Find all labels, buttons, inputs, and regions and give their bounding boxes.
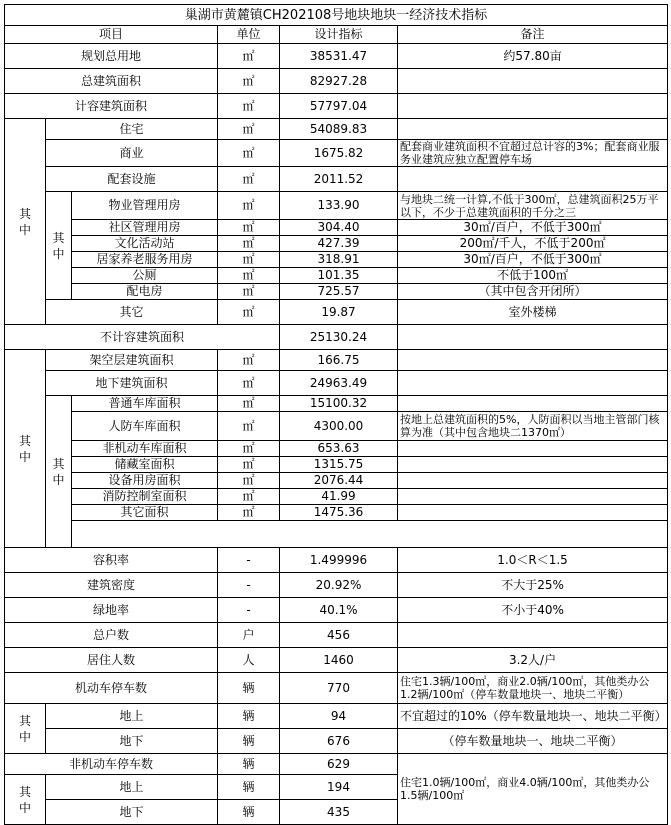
row-note: 与地块二统一计算,不低于300㎡，总建筑面积25万平以下，不少于总建筑面积的千分之三 xyxy=(398,192,668,220)
row-label: 地下 xyxy=(46,729,218,754)
header-row xyxy=(5,26,668,44)
row-unit: ㎡ xyxy=(218,268,280,284)
row-value: 24963.49 xyxy=(280,371,398,396)
row-label: 储藏室面积 xyxy=(72,457,218,473)
row-value: 82927.28 xyxy=(280,69,398,94)
row-label: 文化活动站 xyxy=(72,236,218,252)
row-value: 318.91 xyxy=(280,252,398,268)
row-unit: 辆 xyxy=(218,775,280,800)
row-value: 676 xyxy=(280,729,398,754)
row-label: 消防控制室面积 xyxy=(72,489,218,505)
table-row xyxy=(5,252,668,268)
row-unit: - xyxy=(218,598,280,623)
group-label-qizhong: 其中 xyxy=(5,119,46,325)
row-unit: - xyxy=(218,573,280,598)
group-label-qizhong: 其中 xyxy=(5,350,46,548)
row-value: 653.63 xyxy=(280,441,398,457)
table-row xyxy=(5,457,668,473)
table-row xyxy=(5,396,668,412)
row-unit: ㎡ xyxy=(218,167,280,192)
row-note: 不宜超过的10%（停车数量地块一、地块二平衡） xyxy=(398,704,668,729)
table-row xyxy=(5,598,668,623)
row-note: 200㎡/千人，不低于200㎡ xyxy=(398,236,668,252)
table-title: 巢湖市黄麓镇CH202108号地块地块一经济技术指标 xyxy=(5,5,668,26)
row-unit: 辆 xyxy=(218,704,280,729)
row-unit: ㎡ xyxy=(218,44,280,69)
row-note xyxy=(398,441,668,457)
row-label: 人防车库面积 xyxy=(72,412,218,441)
row-value: 725.57 xyxy=(280,284,398,300)
row-value: 15100.32 xyxy=(280,396,398,412)
row-note xyxy=(398,396,668,412)
row-label: 地下建筑面积 xyxy=(46,371,218,396)
row-value: 20.92% xyxy=(280,573,398,598)
row-label: 其它面积 xyxy=(72,505,218,521)
row-unit: ㎡ xyxy=(218,473,280,489)
table-row xyxy=(5,704,668,729)
row-note xyxy=(398,350,668,371)
table-row xyxy=(5,729,668,754)
row-note: 住宅1.3辆/100㎡，商业2.0辆/100㎡，其他类办公1.2辆/100㎡（停车数量地块一、地块二平衡） xyxy=(398,673,668,704)
table-row-spacer xyxy=(5,521,668,535)
table-row xyxy=(5,505,668,521)
table-row xyxy=(5,548,668,573)
row-note: 住宅1.0辆/100㎡，商业4.0辆/100㎡，其他类办公1.5辆/100㎡ xyxy=(398,754,668,825)
row-value: 1.499996 xyxy=(280,548,398,573)
row-unit: ㎡ xyxy=(218,192,280,220)
table-row xyxy=(5,648,668,673)
row-unit: ㎡ xyxy=(218,505,280,521)
table-row xyxy=(5,441,668,457)
row-unit: ㎡ xyxy=(218,371,280,396)
table-row xyxy=(5,44,668,69)
row-unit: ㎡ xyxy=(218,94,280,119)
row-label: 机动车停车数 xyxy=(5,673,218,704)
row-unit: ㎡ xyxy=(218,69,280,94)
row-note: 按地上总建筑面积的5%，人防面积以当地主管部门核算为准（其中包含地块二1370㎡） xyxy=(398,412,668,441)
table-row xyxy=(5,284,668,300)
header-item: 项目 xyxy=(5,26,218,44)
table-row xyxy=(5,94,668,119)
table-row xyxy=(5,754,668,775)
row-value: 456 xyxy=(280,623,398,648)
row-unit: ㎡ xyxy=(218,350,280,371)
row-label: 物业管理用房 xyxy=(72,192,218,220)
row-note: 室外楼梯 xyxy=(398,300,668,325)
row-unit: 辆 xyxy=(218,729,280,754)
row-unit: ㎡ xyxy=(218,412,280,441)
row-unit: - xyxy=(218,548,280,573)
row-unit: ㎡ xyxy=(218,441,280,457)
row-label: 其它 xyxy=(46,300,218,325)
row-unit: 辆 xyxy=(218,800,280,825)
table-row xyxy=(5,412,668,441)
row-value: 435 xyxy=(280,800,398,825)
row-label: 架空层建筑面积 xyxy=(46,350,218,371)
table-row xyxy=(5,140,668,167)
table-row xyxy=(5,236,668,252)
row-label: 居住人数 xyxy=(5,648,218,673)
header-unit: 单位 xyxy=(218,26,280,44)
row-note: 约57.80亩 xyxy=(398,44,668,69)
row-label: 商业 xyxy=(46,140,218,167)
row-label: 地下 xyxy=(46,800,218,825)
group-label-qizhong: 其中 xyxy=(5,704,46,754)
row-note xyxy=(398,69,668,94)
table-row xyxy=(5,371,668,396)
header-note: 备注 xyxy=(398,26,668,44)
row-label: 地上 xyxy=(46,704,218,729)
spacer-cell xyxy=(72,534,668,548)
table-row xyxy=(5,573,668,598)
row-note: 1.0＜R＜1.5 xyxy=(398,548,668,573)
row-note: 不大于25% xyxy=(398,573,668,598)
row-unit: 户 xyxy=(218,623,280,648)
row-label: 社区管理用房 xyxy=(72,220,218,236)
row-note xyxy=(398,94,668,119)
row-value: 629 xyxy=(280,754,398,775)
row-note xyxy=(398,457,668,473)
row-value: 41.99 xyxy=(280,489,398,505)
row-note xyxy=(398,119,668,140)
row-value: 54089.83 xyxy=(280,119,398,140)
row-value: 1460 xyxy=(280,648,398,673)
row-label: 不计容建筑面积 xyxy=(5,325,280,350)
title-row xyxy=(5,5,668,26)
row-note: 不低于100㎡ xyxy=(398,268,668,284)
row-label: 规划总用地 xyxy=(5,44,218,69)
row-note: 不小于40% xyxy=(398,598,668,623)
row-value: 101.35 xyxy=(280,268,398,284)
subgroup-label-qizhong: 其中 xyxy=(46,396,72,548)
row-note: （停车数量地块一、地块二平衡） xyxy=(398,729,668,754)
row-unit: ㎡ xyxy=(218,140,280,167)
row-label: 非机动车停车数 xyxy=(5,754,218,775)
row-note xyxy=(398,473,668,489)
row-unit: 辆 xyxy=(218,673,280,704)
row-unit: 辆 xyxy=(218,754,280,775)
row-label: 容积率 xyxy=(5,548,218,573)
row-unit: ㎡ xyxy=(218,252,280,268)
row-value: 166.75 xyxy=(280,350,398,371)
row-unit: ㎡ xyxy=(218,284,280,300)
row-label: 建筑密度 xyxy=(5,573,218,598)
row-value: 304.40 xyxy=(280,220,398,236)
row-note xyxy=(398,623,668,648)
row-note: （其中包含开闭所） xyxy=(398,284,668,300)
table-row xyxy=(5,300,668,325)
row-value: 1475.36 xyxy=(280,505,398,521)
table-row xyxy=(5,673,668,704)
row-unit: ㎡ xyxy=(218,220,280,236)
table-row xyxy=(5,69,668,94)
row-value: 770 xyxy=(280,673,398,704)
row-label: 地上 xyxy=(46,775,218,800)
row-label: 配电房 xyxy=(72,284,218,300)
row-value: 133.90 xyxy=(280,192,398,220)
table-row xyxy=(5,623,668,648)
row-unit: ㎡ xyxy=(218,300,280,325)
row-unit: ㎡ xyxy=(218,119,280,140)
table-row xyxy=(5,119,668,140)
row-label: 绿地率 xyxy=(5,598,218,623)
row-value: 25130.24 xyxy=(280,325,398,350)
row-value: 57797.04 xyxy=(280,94,398,119)
table-row xyxy=(5,473,668,489)
table-row xyxy=(5,220,668,236)
row-value: 38531.47 xyxy=(280,44,398,69)
table-row xyxy=(5,325,668,350)
row-label: 普通车库面积 xyxy=(72,396,218,412)
row-value: 1315.75 xyxy=(280,457,398,473)
row-value: 427.39 xyxy=(280,236,398,252)
row-note: 30㎡/百户，不低于300㎡ xyxy=(398,252,668,268)
table-row xyxy=(5,192,668,220)
row-note xyxy=(398,489,668,505)
row-label: 住宅 xyxy=(46,119,218,140)
row-unit: ㎡ xyxy=(218,396,280,412)
row-note: 3.2人/户 xyxy=(398,648,668,673)
group-label-qizhong: 其中 xyxy=(5,775,46,825)
table-row xyxy=(5,268,668,284)
row-value: 19.87 xyxy=(280,300,398,325)
indicator-sheet xyxy=(4,4,667,825)
row-label: 配套设施 xyxy=(46,167,218,192)
row-value: 4300.00 xyxy=(280,412,398,441)
row-unit: ㎡ xyxy=(218,236,280,252)
row-value: 2076.44 xyxy=(280,473,398,489)
row-label: 居家养老服务用房 xyxy=(72,252,218,268)
row-unit: 人 xyxy=(218,648,280,673)
row-label: 设备用房面积 xyxy=(72,473,218,489)
row-note xyxy=(398,167,668,192)
row-note xyxy=(398,505,668,521)
row-label: 总户数 xyxy=(5,623,218,648)
row-label: 非机动车库面积 xyxy=(72,441,218,457)
row-value: 194 xyxy=(280,775,398,800)
row-note xyxy=(398,325,668,350)
row-note: 30㎡/百户，不低于300㎡ xyxy=(398,220,668,236)
row-value: 1675.82 xyxy=(280,140,398,167)
row-value: 2011.52 xyxy=(280,167,398,192)
subgroup-label-qizhong: 其中 xyxy=(46,192,72,300)
table-row-spacer xyxy=(5,534,668,548)
row-label: 总建筑面积 xyxy=(5,69,218,94)
row-unit: ㎡ xyxy=(218,489,280,505)
header-value: 设计指标 xyxy=(280,26,398,44)
row-unit: ㎡ xyxy=(218,457,280,473)
spacer-cell xyxy=(72,521,668,535)
row-value: 94 xyxy=(280,704,398,729)
row-label: 公厕 xyxy=(72,268,218,284)
table-row xyxy=(5,489,668,505)
table-row xyxy=(5,167,668,192)
row-label: 计容建筑面积 xyxy=(5,94,218,119)
indicator-table xyxy=(4,4,668,825)
row-note xyxy=(398,371,668,396)
row-note: 配套商业建筑面积不宜超过总计容的3%；配套商业服务业建筑应独立配置停车场 xyxy=(398,140,668,167)
row-value: 40.1% xyxy=(280,598,398,623)
table-row xyxy=(5,350,668,371)
